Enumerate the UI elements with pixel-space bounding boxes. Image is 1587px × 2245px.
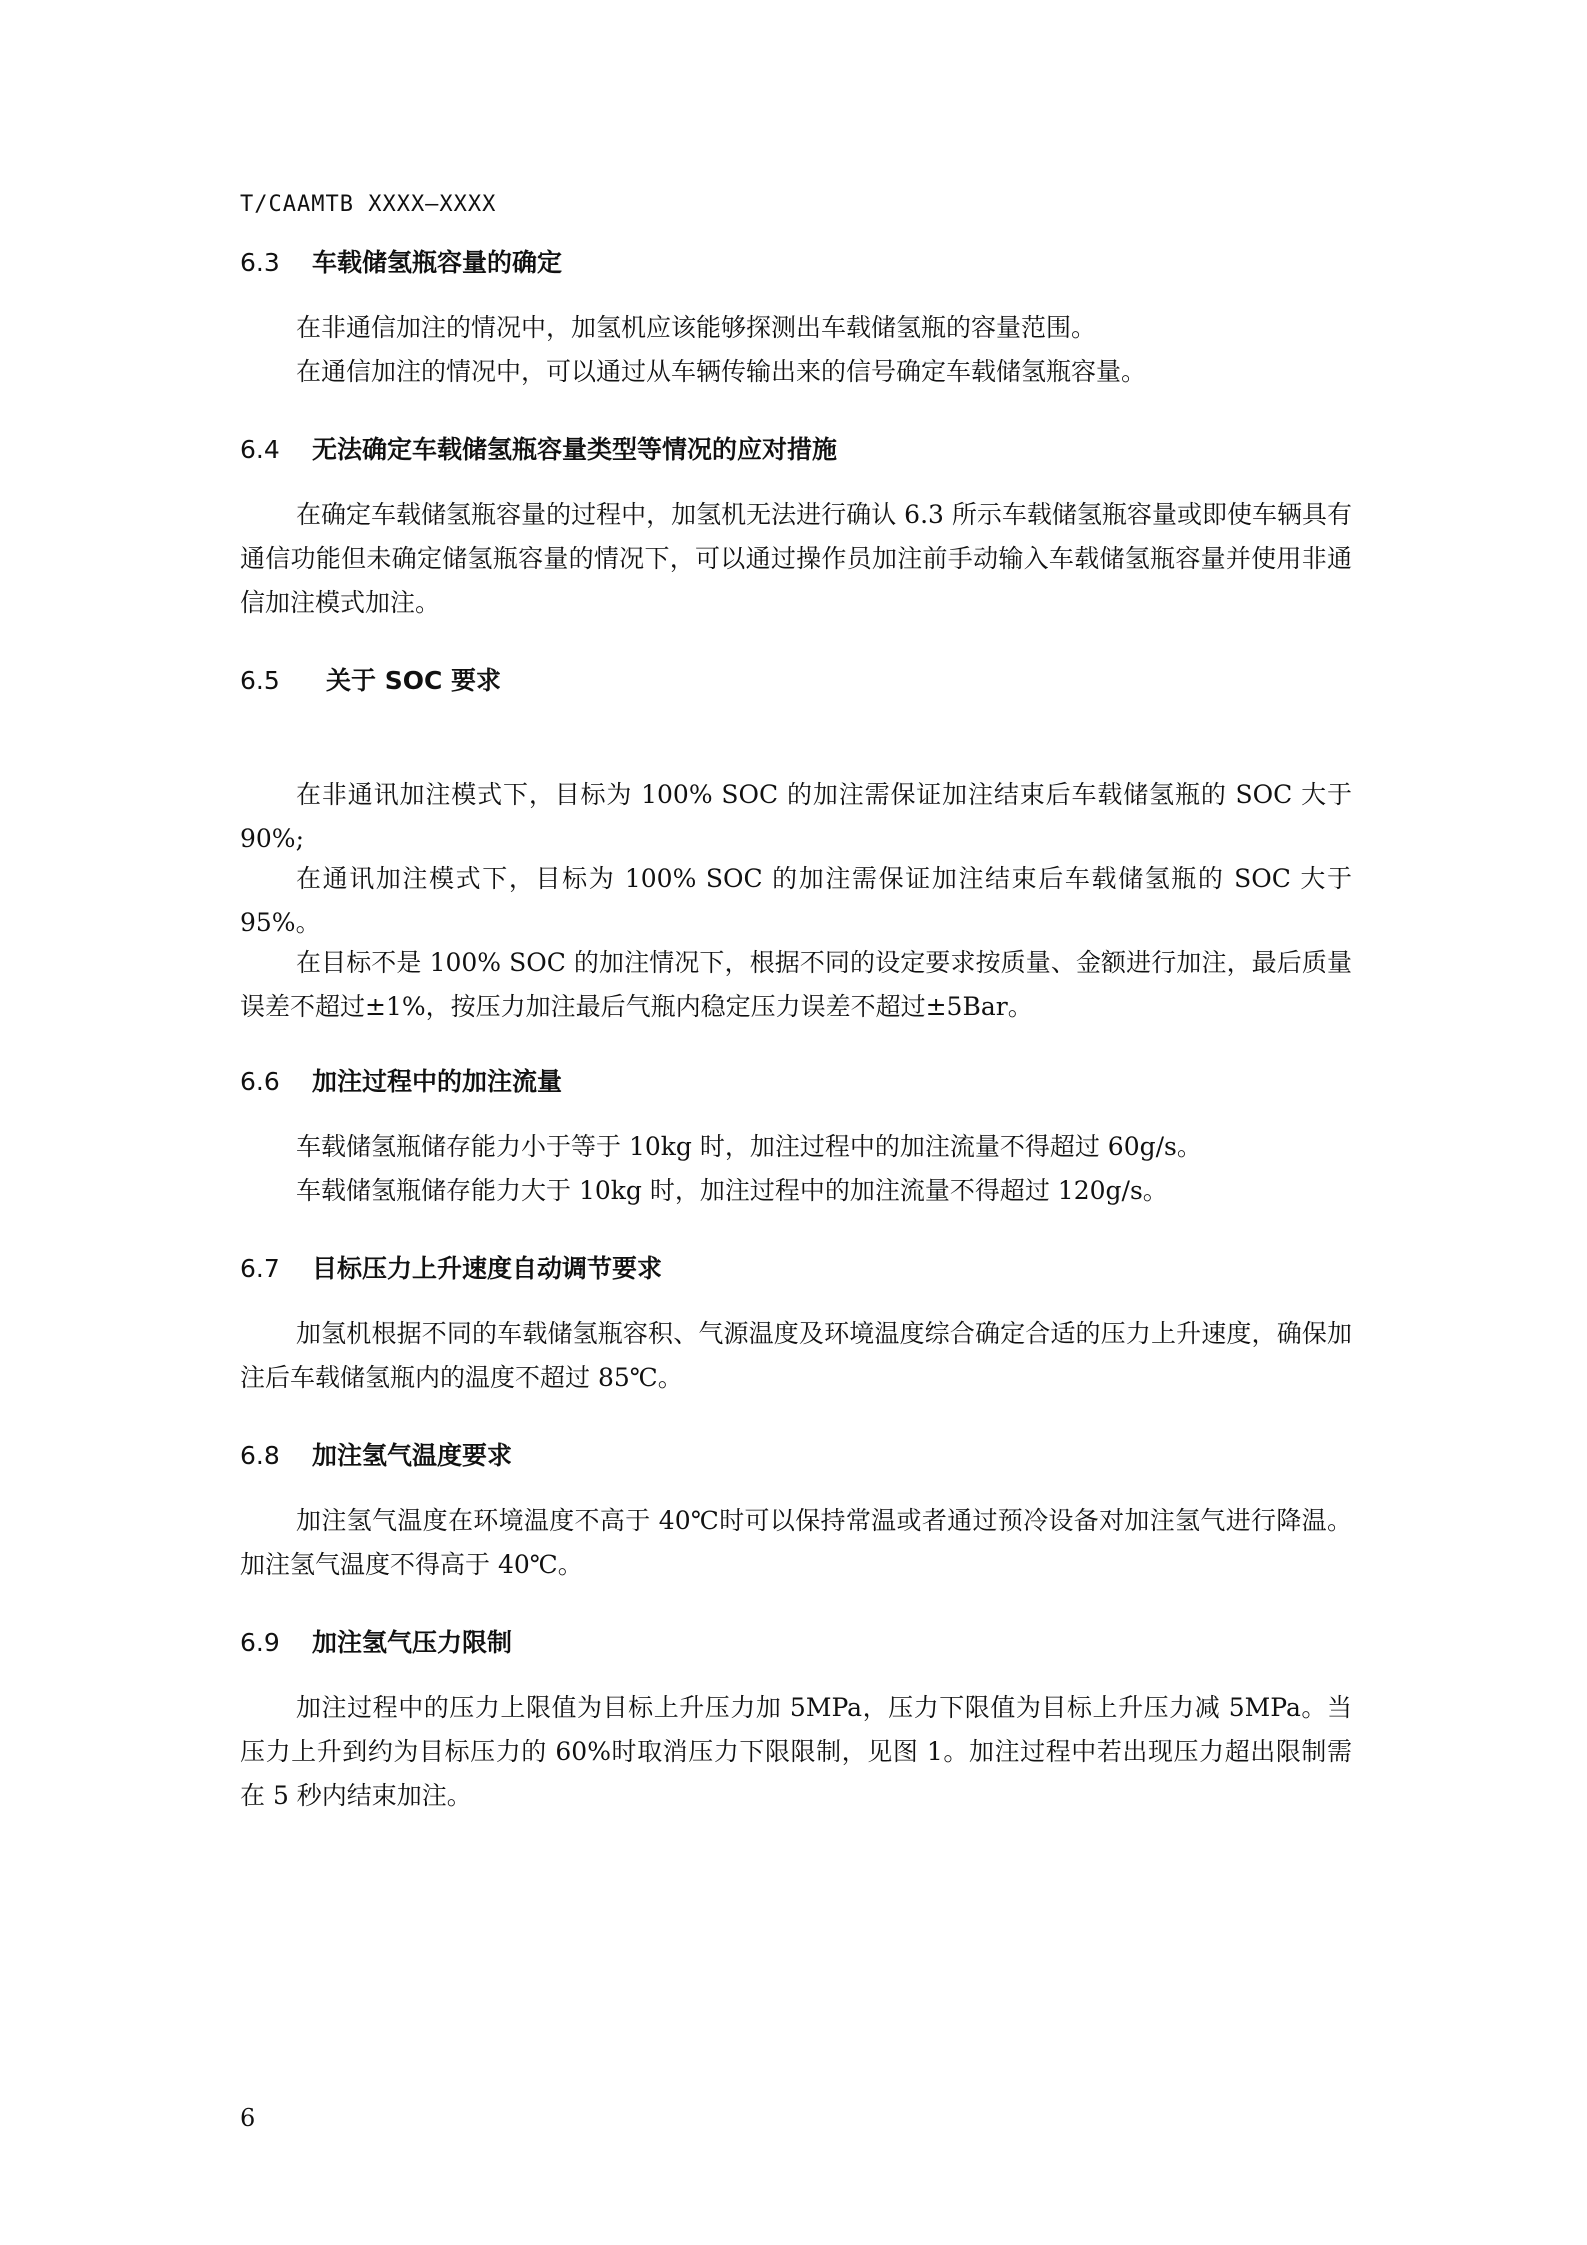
section-heading-6-6 (240, 1062, 562, 1098)
section-number: 6.7 (240, 1254, 280, 1283)
document-id-header: T/CAAMTB XXXX—XXXX (240, 192, 497, 217)
paragraph: 加注过程中的压力上限值为目标上升压力加 5MPa，压力下限值为目标上升压力减 5MPa。当压力上升到约为目标压力的 60%时取消压力下限限制，见图 1。加注过程中若出现压力超出限制需在 5 秒内结束加注。 (240, 1693, 1352, 1810)
section-number: 6.3 (240, 248, 280, 277)
paragraph: 在非通讯加注模式下，目标为 100% SOC 的加注需保证加注结束后车载储氢瓶的 SOC 大于 90%; (240, 780, 1352, 853)
section-number: 6.8 (240, 1441, 280, 1470)
paragraph: 在通信加注的情况中，可以通过从车辆传输出来的信号确定车载储氢瓶容量。 (296, 357, 1147, 386)
section-heading-6-9 (240, 1623, 512, 1659)
paragraph: 在确定车载储氢瓶容量的过程中，加氢机无法进行确认 6.3 所示车载储氢瓶容量或即使车辆具有通信功能但未确定储氢瓶容量的情况下，可以通过操作员加注前手动输入车载储氢瓶容量并使用非通信加注模式加注。 (240, 500, 1352, 617)
section-number: 6.5 (240, 666, 280, 695)
paragraph: 在非通信加注的情况中，加氢机应该能够探测出车载储氢瓶的容量范围。 (296, 313, 1097, 342)
section-heading-6-5 (240, 661, 501, 697)
section-title: 加注氢气压力限制 (312, 1628, 513, 1657)
section-title: 关于 SOC 要求 (326, 666, 502, 695)
section-number: 6.4 (240, 435, 280, 464)
paragraph: 在通讯加注模式下，目标为 100% SOC 的加注需保证加注结束后车载储氢瓶的 SOC 大于 95%。 (240, 864, 1352, 937)
section-title: 加注氢气温度要求 (312, 1441, 513, 1470)
section-heading-6-4 (240, 430, 837, 466)
section-heading-6-8 (240, 1436, 512, 1472)
paragraph: 加注氢气温度在环境温度不高于 40℃时可以保持常温或者通过预冷设备对加注氢气进行降温。加注氢气温度不得高于 40℃。 (240, 1506, 1352, 1579)
paragraph: 加氢机根据不同的车载储氢瓶容积、气源温度及环境温度综合确定合适的压力上升速度，确保加注后车载储氢瓶内的温度不超过 85℃。 (240, 1319, 1352, 1392)
paragraph: 车载储氢瓶储存能力小于等于 10kg 时，加注过程中的加注流量不得超过 60g/s。 (296, 1132, 1202, 1161)
paragraph: 在目标不是 100% SOC 的加注情况下，根据不同的设定要求按质量、金额进行加注，最后质量误差不超过±1%，按压力加注最后气瓶内稳定压力误差不超过±5Bar。 (240, 948, 1352, 1021)
section-number: 6.6 (240, 1067, 280, 1096)
section-number: 6.9 (240, 1628, 280, 1657)
section-heading-6-3 (240, 243, 562, 279)
section-title: 无法确定车载储氢瓶容量类型等情况的应对措施 (312, 435, 838, 464)
paragraph: 车载储氢瓶储存能力大于 10kg 时，加注过程中的加注流量不得超过 120g/s。 (296, 1176, 1168, 1205)
section-title: 目标压力上升速度自动调节要求 (312, 1254, 663, 1283)
section-title: 车载储氢瓶容量的确定 (312, 248, 563, 277)
page-number: 6 (240, 2104, 256, 2132)
section-title: 加注过程中的加注流量 (312, 1067, 563, 1096)
section-heading-6-7 (240, 1249, 662, 1285)
